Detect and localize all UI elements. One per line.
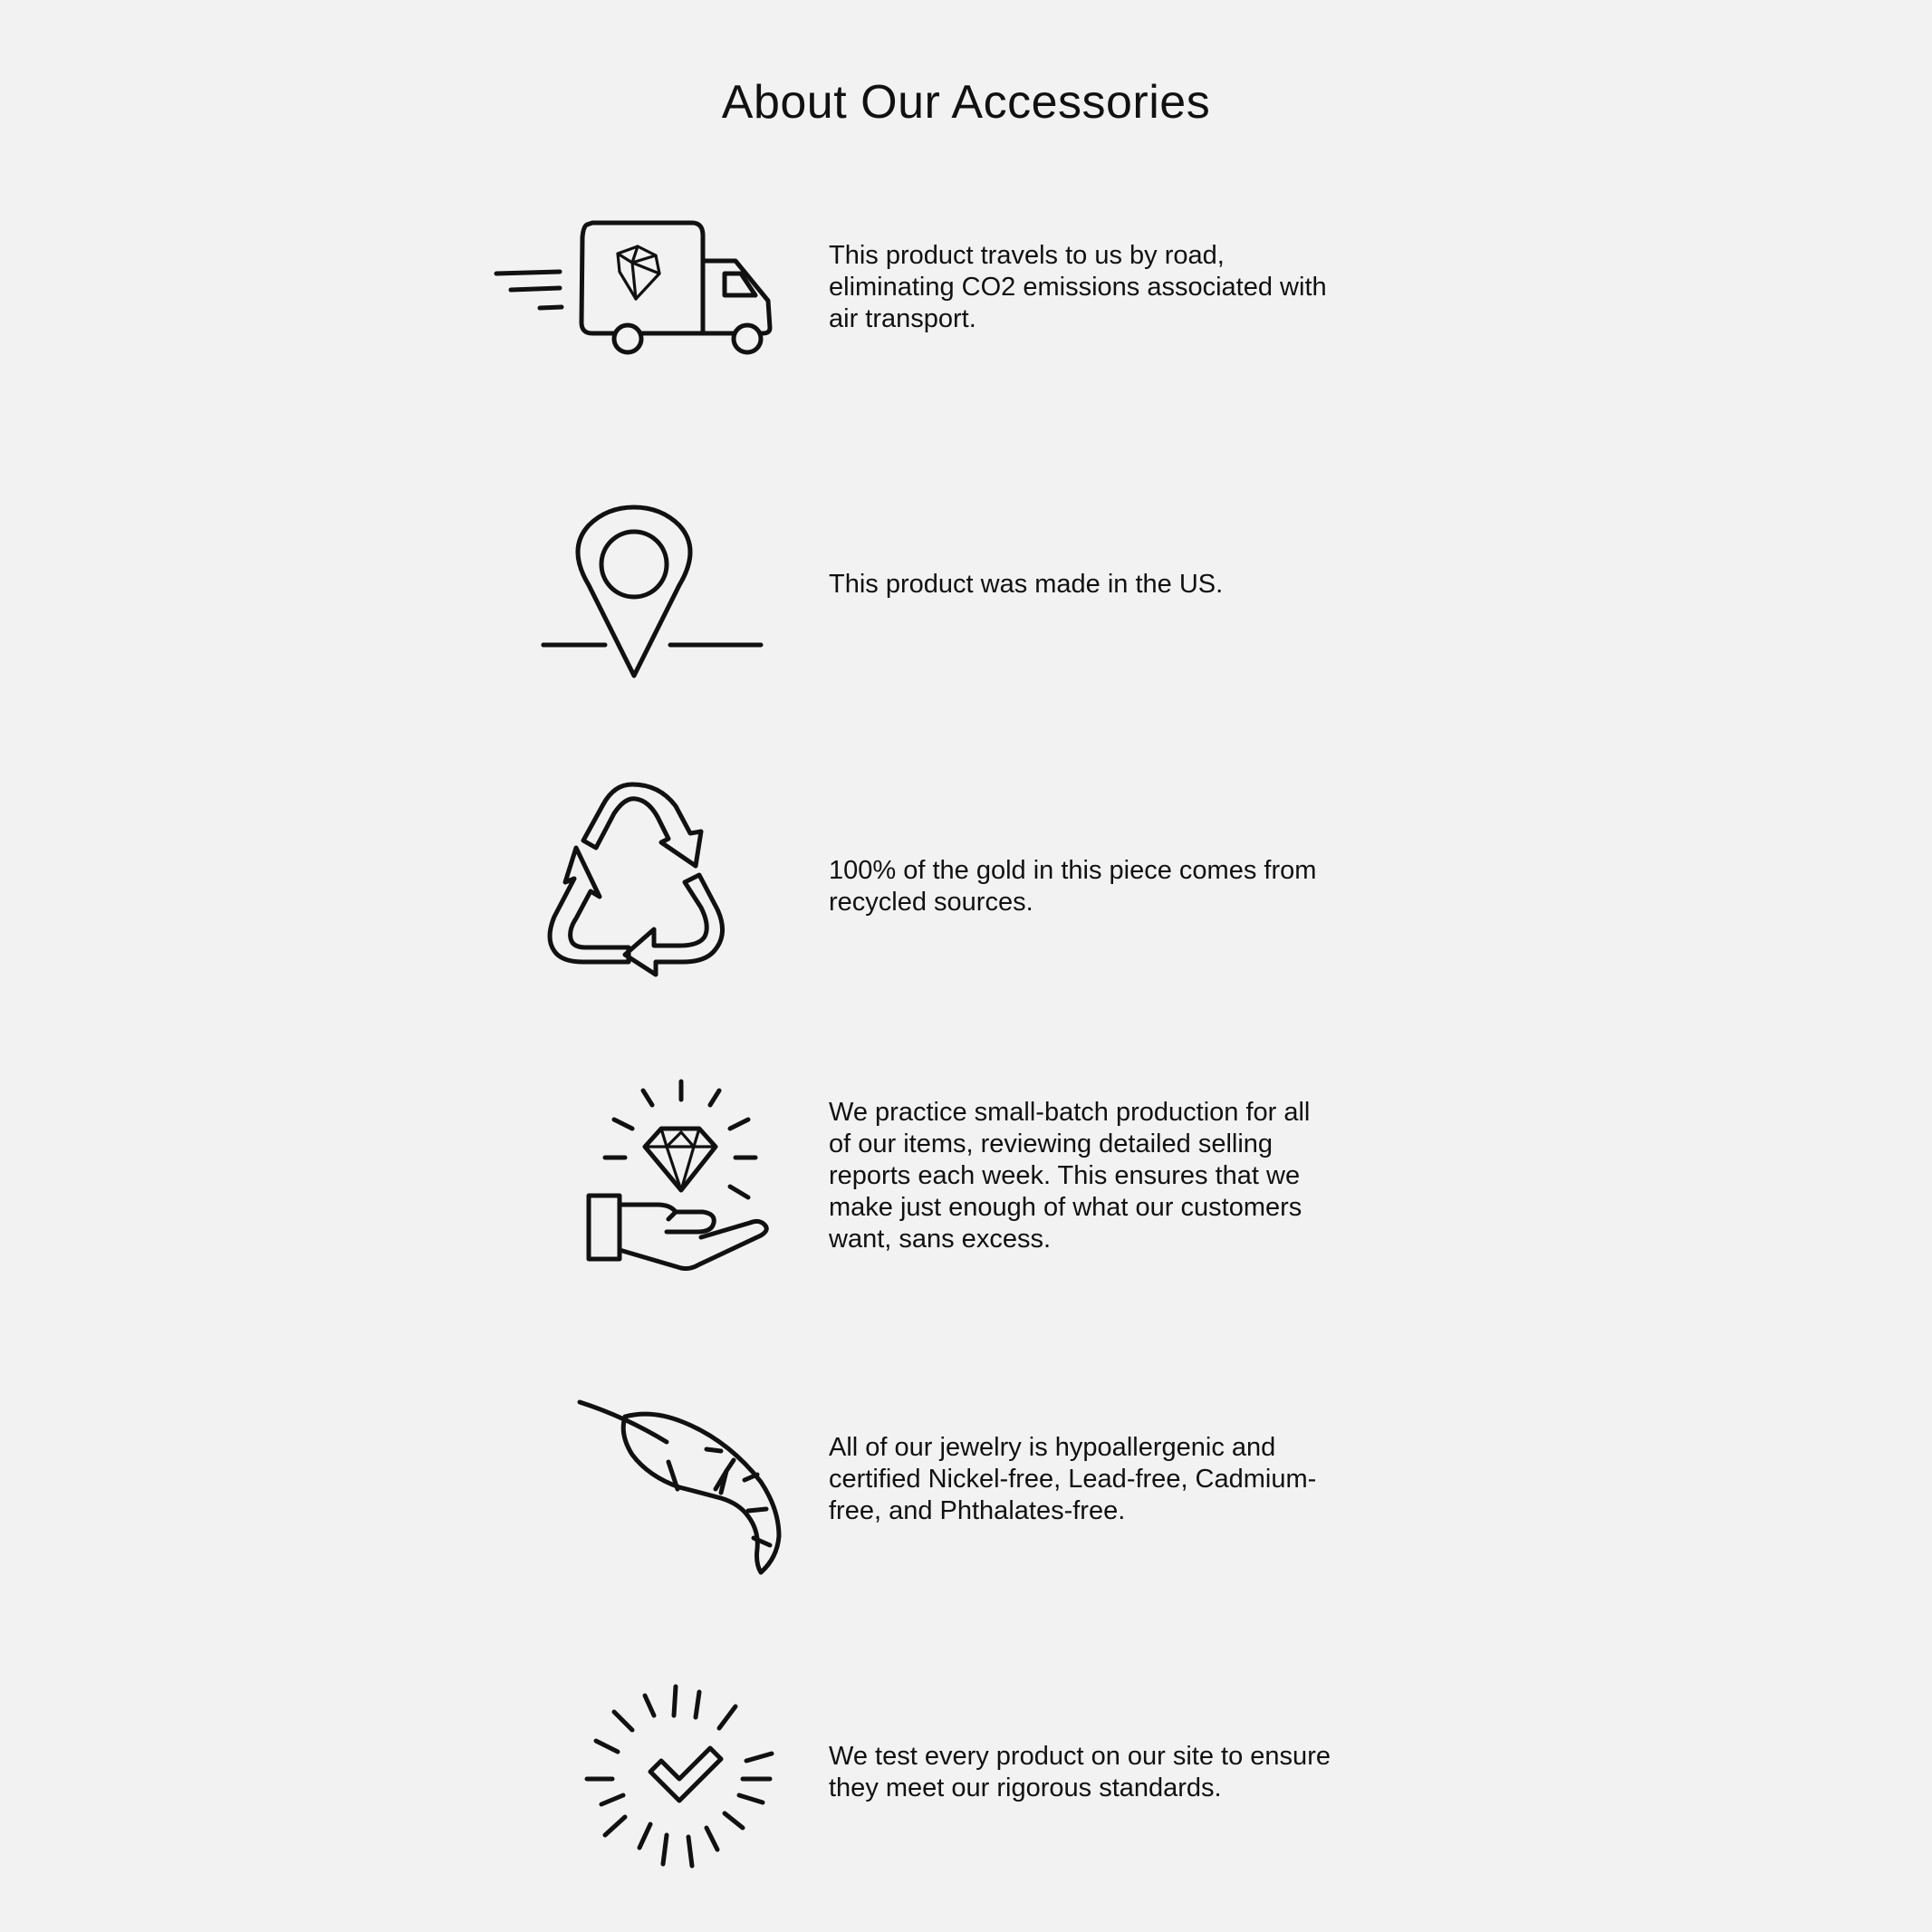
location-pin-icon bbox=[489, 505, 779, 678]
feature-text: This product travels to us by road, eliminating CO2 emissions associated with air transport. bbox=[829, 241, 1327, 333]
feature-text: This product was made in the US. bbox=[829, 570, 1224, 599]
page-title: About Our Accessories bbox=[721, 76, 1211, 129]
hand-holding-diamond-icon bbox=[489, 1078, 779, 1277]
feature-text: 100% of the gold in this piece comes from recycled sources. bbox=[829, 856, 1317, 917]
feature-text: We test every product on our site to ensure they meet our rigorous standards. bbox=[829, 1742, 1331, 1802]
delivery-truck-icon bbox=[489, 214, 779, 359]
checkmark-badge-icon bbox=[489, 1685, 779, 1875]
feature-text: All of our jewelry is hypoallergenic and certified Nickel-free, Lead-free, Cadmium-free, and Phthalates-free. bbox=[829, 1433, 1317, 1525]
recycle-icon bbox=[489, 784, 779, 979]
leaf-icon bbox=[489, 1395, 779, 1576]
feature-text: We practice small-batch production for all of our items, reviewing detailed selling reports each week. This ensures that we make just enough of what our customers want, sans excess. bbox=[829, 1098, 1311, 1254]
